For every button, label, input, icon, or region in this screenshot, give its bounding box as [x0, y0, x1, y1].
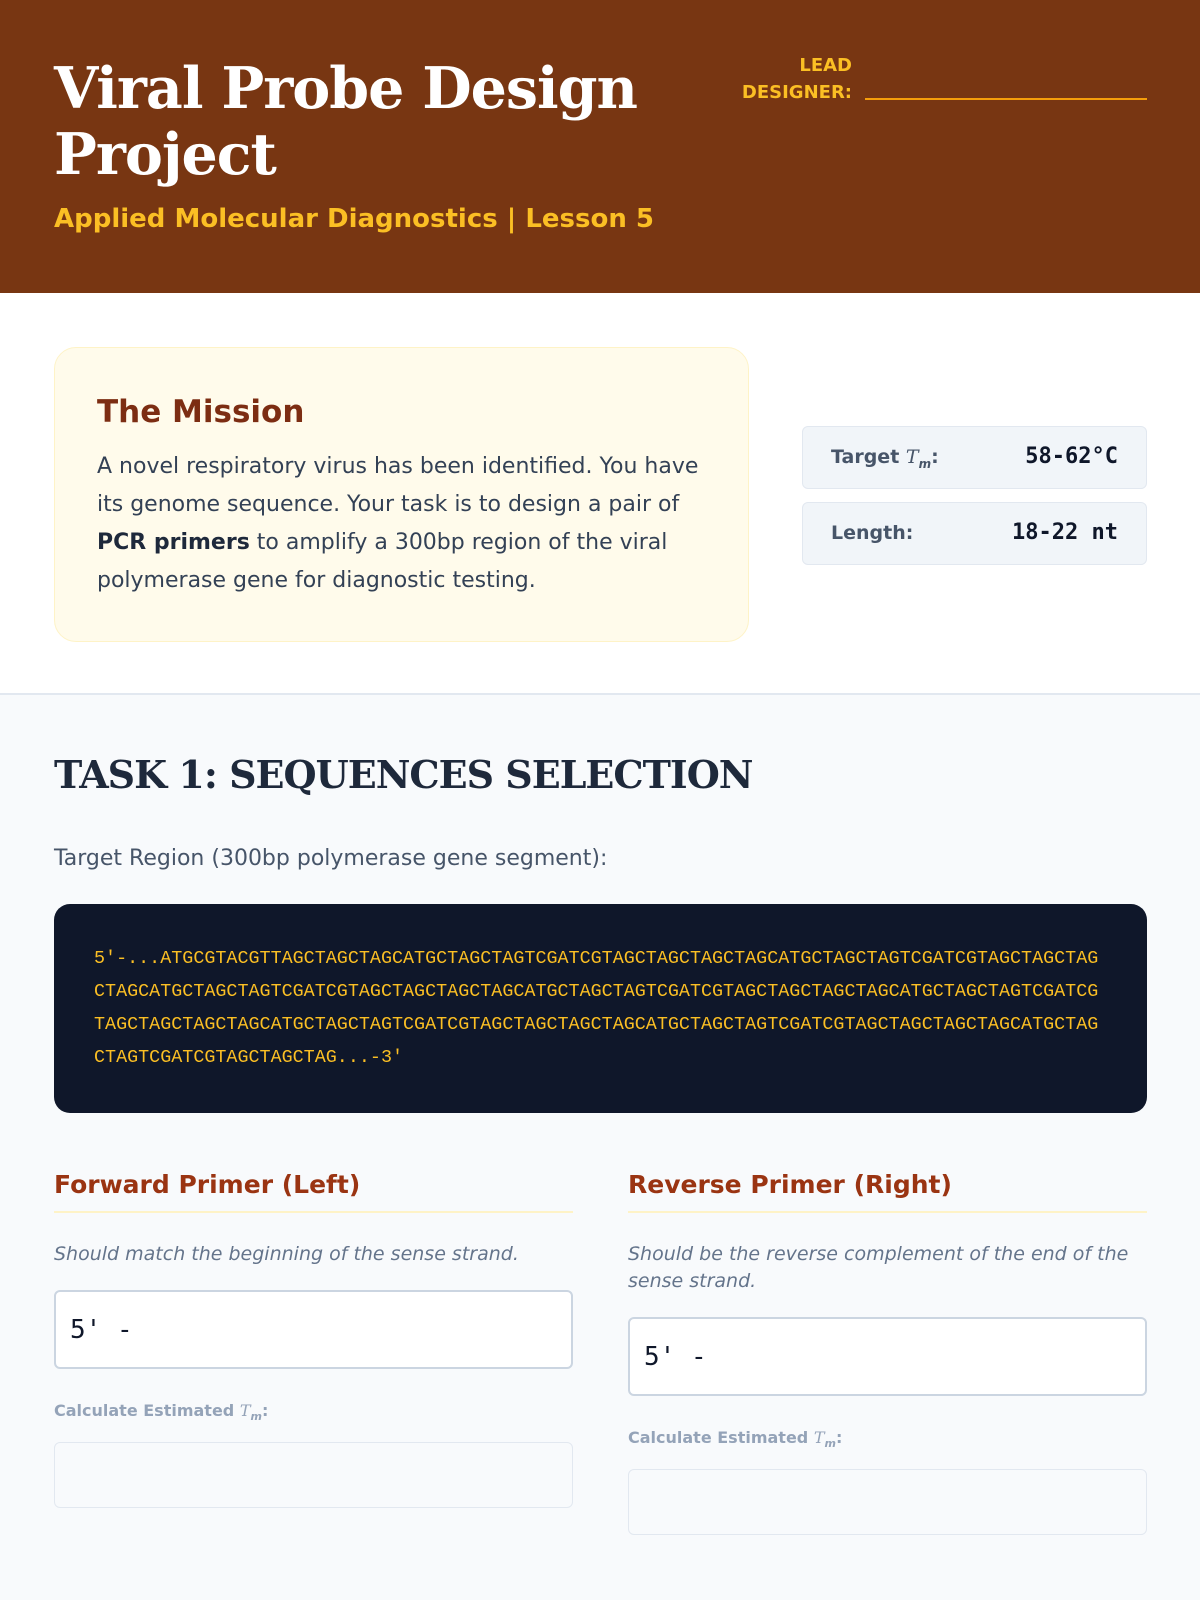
forward-tm-subscript: m — [250, 1410, 262, 1424]
reverse-primer-section — [628, 1170, 1147, 1535]
spec-value: 58-62°C — [1025, 444, 1118, 469]
forward-primer-section — [54, 1170, 573, 1508]
reverse-tm-label — [628, 1428, 1147, 1450]
reverse-primer-title: Reverse Primer (Right) — [628, 1170, 1147, 1213]
spec-label: Length: — [831, 522, 914, 544]
forward-primer-input[interactable] — [54, 1290, 573, 1369]
forward-tm-label-text: Calculate Estimated — [54, 1401, 240, 1420]
reverse-tm-field[interactable] — [628, 1469, 1147, 1535]
spec-label-suffix: : — [931, 446, 939, 468]
forward-tm-symbol: T — [239, 1401, 251, 1420]
target-region-label: Target Region (300bp polymerase gene segment): — [54, 846, 608, 871]
sequence-box — [54, 904, 1147, 1113]
spec-label-symbol: T — [905, 446, 919, 468]
forward-primer-hint: Should match the beginning of the sense strand. — [54, 1243, 519, 1265]
spec-label-subscript: m — [918, 456, 932, 471]
spec-length — [802, 502, 1147, 565]
task-heading: TASK 1: SEQUENCES SELECTION — [54, 752, 753, 797]
reverse-primer-hint: Should be the reverse complement of the end of the sense strand. — [628, 1243, 1129, 1292]
forward-tm-label — [54, 1401, 573, 1423]
page-header — [0, 0, 1200, 293]
reverse-tm-suffix: : — [835, 1428, 843, 1447]
forward-tm-suffix: : — [261, 1401, 269, 1420]
mission-title: The Mission — [97, 394, 305, 430]
mission-card — [54, 347, 749, 642]
reverse-primer-input[interactable] — [628, 1317, 1147, 1396]
forward-primer-title: Forward Primer (Left) — [54, 1170, 573, 1213]
reverse-tm-symbol: T — [813, 1428, 825, 1447]
spec-label — [831, 446, 939, 471]
forward-tm-field[interactable] — [54, 1442, 573, 1508]
mission-text-part1: A novel respiratory virus has been identified. You have its genome sequence. Your task is to design a pair of — [97, 454, 699, 517]
mission-text-bold: PCR primers — [97, 530, 250, 555]
spec-value: 18-22 nt — [1012, 520, 1118, 545]
page-subtitle: Applied Molecular Diagnostics | Lesson 5 — [54, 204, 654, 234]
mission-text — [97, 448, 717, 600]
spec-target-tm — [802, 426, 1147, 489]
spec-label-text: Target — [831, 446, 906, 468]
lead-designer-label: LEAD DESIGNER: — [741, 55, 852, 103]
page-title: Viral Probe Design Project — [54, 55, 637, 188]
dna-sequence: 5'-...ATGCGTACGTTAGCTAGCTAGCATGCTAGCTAGTCGATCGTAGCTAGCTAGCTAGCATGCTAGCTAGTCGATCGTAGCTAGCTAGCTAGCATGCTAGCTAGTCGATCGTAGCTAGCTAGCTAGCATGCTAGCTAGTCGATCGTAGCTAGCTAGCTAGCATGCTAGCTAGTCGATCGTAGCTAGCTAGCTAGCATGCTAGCTAGTCGATCGTAGCTAGCTAGCTAGCATGCTAGCTAGTCGATCGTAGCTAGCTAGCTAGCATGCTAGCTAGTCGATCGTAGCTAGCTAG...-3' — [94, 948, 1099, 1068]
lead-designer-field[interactable] — [865, 98, 1147, 100]
reverse-tm-label-text: Calculate Estimated — [628, 1428, 814, 1447]
reverse-tm-subscript: m — [824, 1437, 836, 1451]
mission-text-part2: to amplify a 300bp region of the viral polymerase gene for diagnostic testing. — [97, 530, 668, 593]
